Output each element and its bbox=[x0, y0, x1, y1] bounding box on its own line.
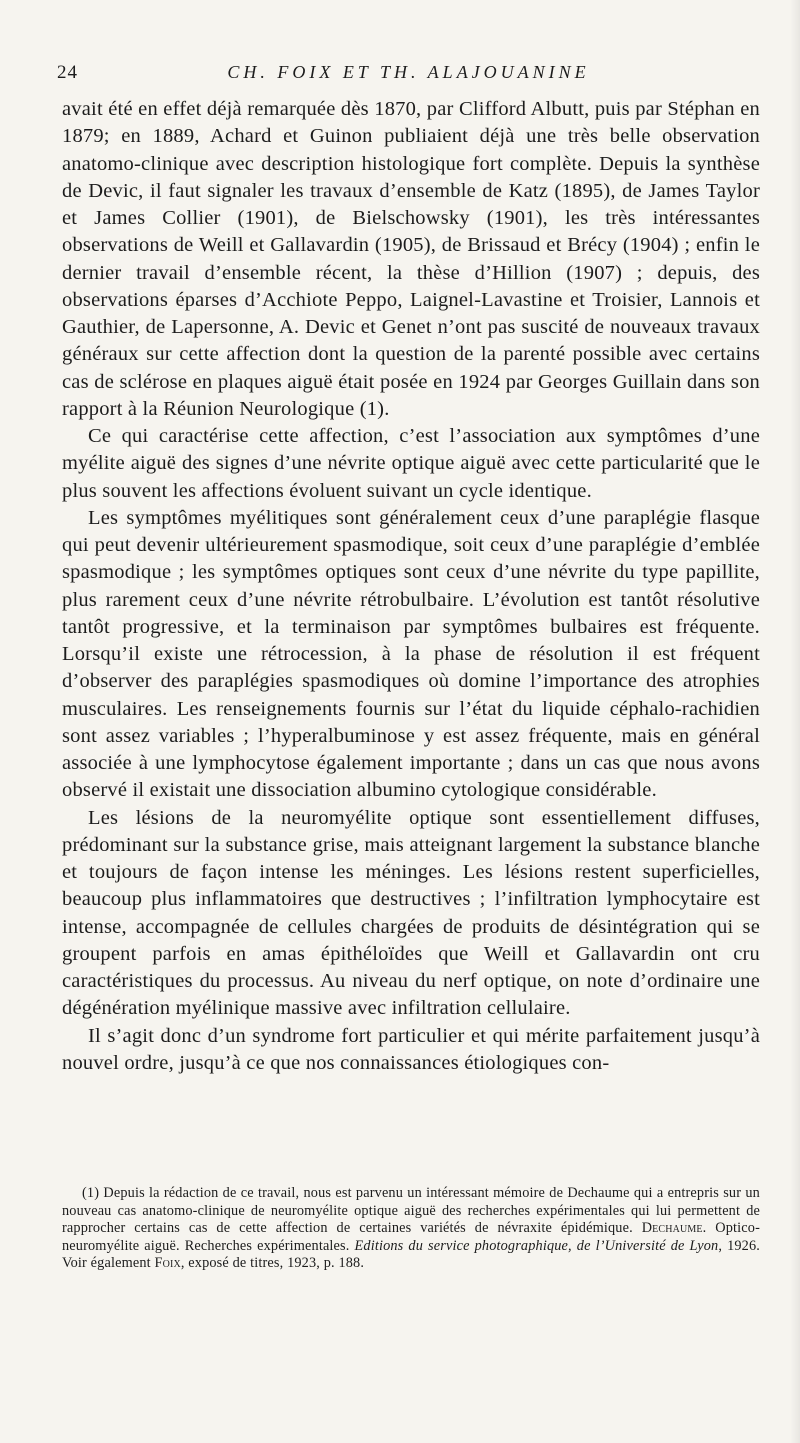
footnote bbox=[62, 1185, 760, 1273]
paragraph: Il s’agit donc d’un syndrome fort particulier et qui mérite parfaitement jusqu’à nouvel ordre, jusqu’à ce que nos connaissances étiologiques con- bbox=[62, 1024, 760, 1074]
page-number: 24 bbox=[57, 62, 78, 83]
page-edge-shadow bbox=[790, 0, 800, 1443]
paragraph: Les lésions de la neuromyélite optique sont essentiellement diffuses, prédominant sur la substance grise, mais atteignant largement la substance blanche et toujours de façon intense les méninges. Les lésions restent superficielles, beaucoup plus inflammatoires que destructives ; l’infiltration lymphocytaire est intense, accompagnée de cellules chargées de produits de désintégration qui se groupent parfois en amas épithéloïdes que Weill et Gallavardin ont cru caractéristiques du processus. Au niveau du nerf optique, on note d’ordinaire une dégénération myélinique massive avec infiltration cellulaire. bbox=[62, 806, 760, 1020]
footnote-text bbox=[62, 1185, 760, 1273]
body-text bbox=[62, 96, 760, 1077]
footnote-source: Editions du service photographique, de l’Université de Lyon bbox=[354, 1237, 719, 1254]
paragraph: Ce qui caractérise cette affection, c’est l’association aux symptômes d’une myélite aiguë des signes d’une névrite optique aiguë avec cette particularité que le plus souvent les affections évoluent suivant un cycle identique. bbox=[62, 425, 760, 502]
paragraph: avait été en effet déjà remarquée dès 1870, par Clifford Albutt, puis par Stéphan en 1879; en 1889, Achard et Guinon publiaient déjà une très belle observation anatomo-clinique avec description histologique fort complète. Depuis la synthèse de Devic, il faut signaler les travaux d’ensemble de Katz (1895), de James Taylor et James Collier (1901), de Bielschowsky (1901), les très intéressantes observations de Weill et Gallavardin (1905), de Brissaud et Brécy (1904) ; enfin le dernier travail d’ensemble récent, la thèse d’Hillion (1907) ; depuis, des observations éparses d’Acchiote Peppo, Laignel-Lavastine et Troisier, Lannois et Gauthier, de Lapersonne, A. Devic et Genet n’ont pas suscité de nouveaux travaux généraux sur cette affection dont la question de la parenté possible avec certains cas de sclérose en plaques aiguë était posée en 1924 par Georges Guillain dans son rapport à la Réunion Neurologique (1). bbox=[62, 98, 760, 420]
paragraph: Les symptômes myélitiques sont généralement ceux d’une paraplégie flasque qui peut devenir ultérieurement spasmodique, soit ceux d’une paraplégie d’emblée spasmodique ; les symptômes optiques sont ceux d’une névrite du type papillite, plus rarement ceux d’une névrite rétrobulbaire. L’évolution est tantôt résolutive tantôt progressive, et la terminaison par symptômes bulbaires est fréquente. Lorsqu’il existe une rétrocession, à la phase de résolution il est fréquent d’observer des paraplégies spasmodiques où domine l’importance des atrophies musculaires. Les renseignements fournis sur l’état du liquide céphalo-rachidien sont assez variables ; l’hyperalbuminose y est assez fréquente, mais en général associée à une lymphocytose également importante ; dans un cas que nous avons observé il existait une dissociation albumino cytologique considérable. bbox=[62, 506, 760, 802]
footnote-body-2: . Optico-neuromyélite aiguë. Recherches expérimentales. bbox=[62, 1220, 761, 1254]
footnote-body-4: , exposé de titres, 1923, p. 188. bbox=[180, 1255, 365, 1272]
footnote-body-3: , 1926. Voir également bbox=[62, 1237, 760, 1272]
footnote-marker: (1) bbox=[82, 1185, 100, 1201]
page-header bbox=[57, 62, 760, 88]
running-title: CH. FOIX ET TH. ALAJOUANINE bbox=[227, 62, 590, 82]
footnote-body-1: Depuis la rédaction de ce travail, nous est parvenu un intéressant mémoire de Dechaume qui a entrepris sur un nouveau cas anatomo-clinique de neuromyélite optique aiguë des recherches expérimentales qui lui permettent de rapprocher certains cas de cette affection de certaines variétés de névraxite épidémique. bbox=[62, 1185, 760, 1237]
footnote-author: Dechaume bbox=[641, 1220, 703, 1237]
footnote-author-2: Foix bbox=[154, 1255, 181, 1272]
